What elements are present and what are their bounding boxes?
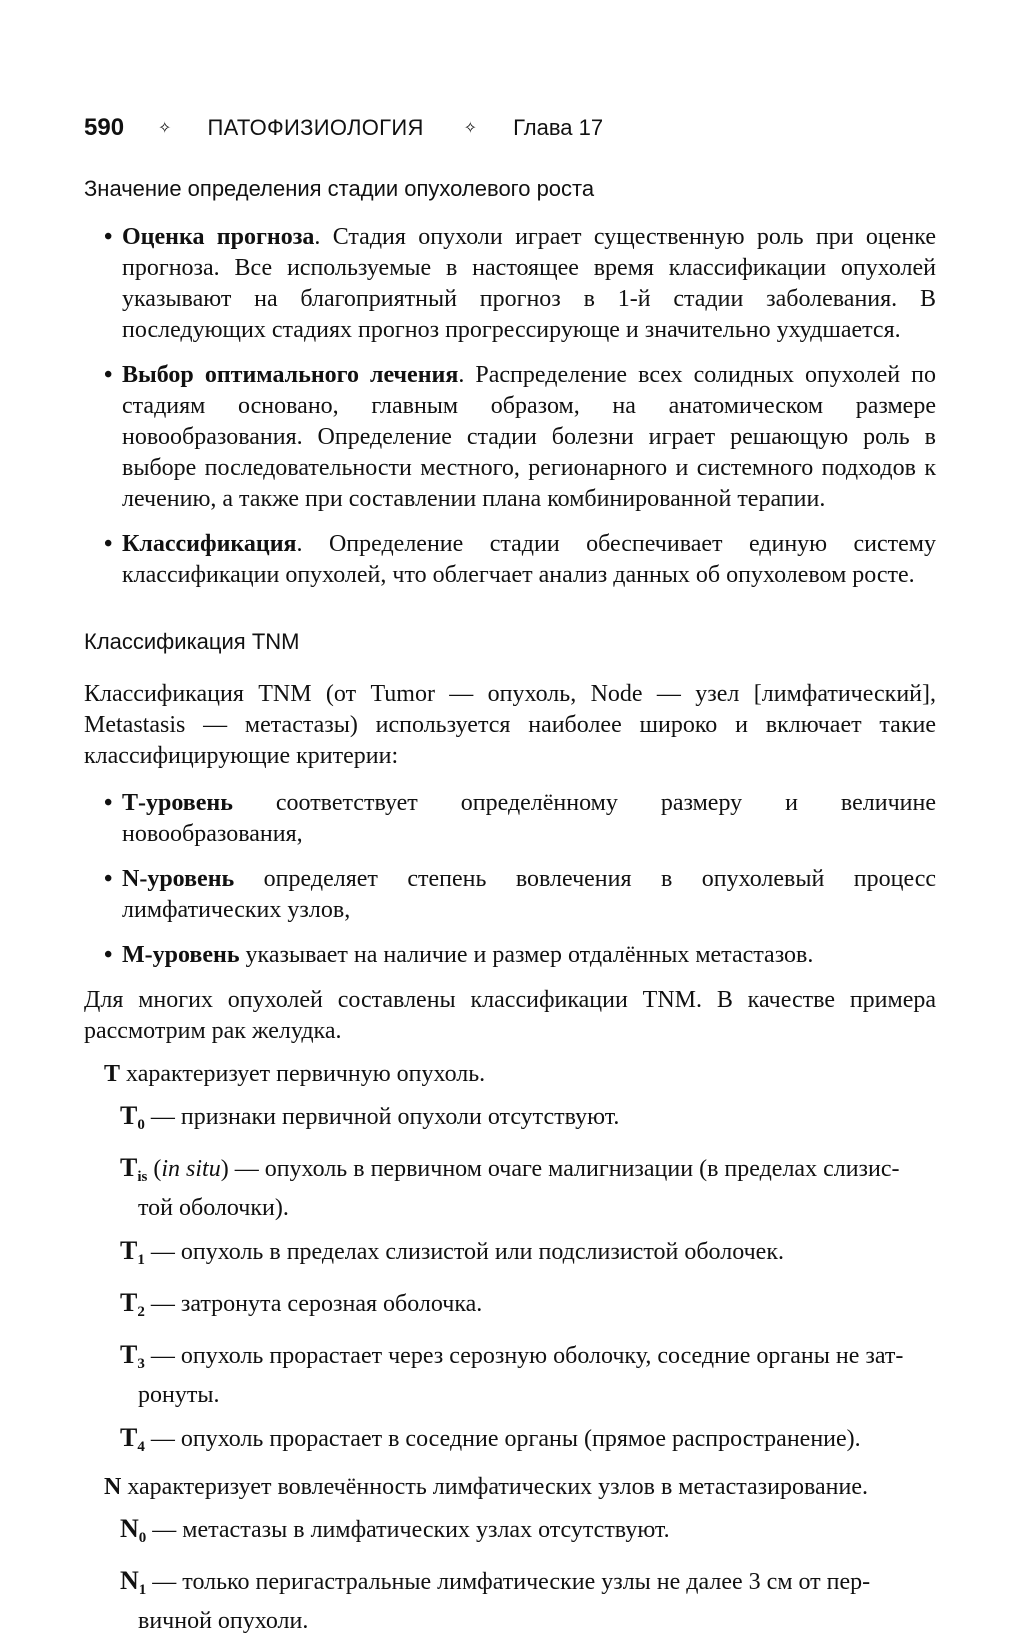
bullet-lead: Выбор оптимального лечения [122, 362, 459, 388]
list-item [84, 529, 936, 591]
bullet-lead: Т-уровень [122, 790, 233, 816]
paragraph: Классификация TNM (от Tumor — опухоль, Node — узел [лимфатический], Metastasis — метастазы) используется наиболее широко и включает такие классифицирующие критерии: [84, 681, 936, 769]
paragraph: Для многих опухолей составлены классификации TNM. В качестве примера рассмотрим рак желудка. [84, 987, 936, 1044]
term-code: $T_0$ [120, 1101, 145, 1133]
term-continuation: вичной опухоли. [138, 1608, 309, 1634]
term-code: $T_1$ [120, 1236, 145, 1268]
term-item [84, 1422, 936, 1463]
bullet-text: . Определение стадии обеспечивает единую систему классификации опухолей, что облегчает анализ данных об опухолевом росте. [122, 531, 936, 588]
term-item [84, 1287, 936, 1328]
term-item: $T_{is}$ (in situ) — опухоль в первичном очаге малигнизации (в пределах слизис- той оболочки). [84, 1152, 936, 1224]
section-heading: Значение определения стадии опухолевого роста [84, 176, 595, 201]
term-item [84, 1339, 936, 1411]
bullet-lead: М-уровень [122, 942, 240, 968]
section-heading: Классификация TNM [84, 629, 300, 654]
bullet-icon: • [104, 942, 113, 968]
term-text: — опухоль прорастает через серозную оболочку, соседние органы не зат- [144, 1343, 904, 1369]
term-code: $N_0$ [120, 1514, 147, 1546]
term-text: — признаки первичной опухоли отсутствуют. [144, 1104, 620, 1130]
bullet-icon: • [104, 790, 113, 816]
term-text: — метастазы в лимфатических узлах отсутствуют. [146, 1517, 670, 1543]
term-continuation: той оболочки). [138, 1195, 289, 1221]
running-head [84, 108, 936, 148]
bullet-text: . Стадия опухоли играет существенную роль при оценке прогноза. Все используемые в настоящее время классификации опухолей указывают на благоприятный прогноз в 1-й стадии заболевания. В последующих стадиях прогноз прогрессирующе и значительно ухудшается. [122, 224, 936, 343]
list-item [84, 940, 936, 971]
bullet-text: соответствует определённому размеру и величине новообразования, [122, 790, 936, 847]
term-continuation: ронуты. [138, 1382, 220, 1408]
term-code: $T_4$ [120, 1423, 145, 1455]
term-text: — опухоль в первичном очаге малигнизации (в пределах слизис- [228, 1156, 900, 1182]
bullet-lead: Классификация [122, 531, 297, 557]
term-text: — только перигастральные лимфатические узлы не далее 3 см от пер- [146, 1569, 871, 1595]
term-code: $T_3$ [120, 1340, 145, 1372]
term-code: $N_1$ [120, 1566, 147, 1598]
group-lead: N [104, 1474, 122, 1500]
bullet-text: указывает на наличие и размер отдалённых метастазов. [239, 942, 814, 968]
term-code: $T_2$ [120, 1288, 145, 1320]
bullet-icon: • [104, 531, 113, 557]
term-code: $T_{is}$ [120, 1153, 148, 1185]
term-text: — опухоль прорастает в соседние органы (прямое распространение). [144, 1426, 861, 1452]
list-item [84, 864, 936, 926]
bullet-icon: • [104, 362, 113, 388]
group-text: характеризует вовлечённость лимфатических узлов в метастазирование. [121, 1474, 868, 1500]
term-text: — опухоль в пределах слизистой или подслизистой оболочек. [144, 1239, 784, 1265]
page-number: 590 [84, 114, 125, 141]
term-item [84, 1235, 936, 1276]
group-text: характеризует первичную опухоль. [120, 1061, 486, 1087]
book-title: ПАТОФИЗИОЛОГИЯ [207, 115, 424, 140]
page [84, 108, 936, 1648]
group-lead: Т [104, 1061, 121, 1087]
bullet-lead: N-уровень [122, 866, 235, 892]
n-group-heading [84, 1474, 936, 1501]
bullet-text: определяет степень вовлечения в опухолевый процесс лимфатических узлов, [122, 866, 936, 923]
list-item [84, 360, 936, 515]
bullet-lead: Оценка прогноза [122, 224, 315, 250]
bullet-icon: • [104, 224, 113, 250]
diamond-separator-icon: ✧ [158, 120, 172, 137]
t-group-heading [84, 1061, 936, 1088]
term-item [84, 1100, 936, 1141]
term-item [84, 1513, 936, 1554]
bullet-icon: • [104, 866, 113, 892]
term-extra: in situ [161, 1156, 221, 1182]
bullet-text: . Распределение всех солидных опухолей по стадиям основано, главным образом, на анатомическом размере новообразования. Определение стадии болезни играет решающую роль в выборе последовательности местного, регионарного и системного подходов к лечению, а также при составлении плана комбинированной терапии. [122, 362, 937, 512]
term-text: — затронута серозная оболочка. [144, 1291, 483, 1317]
term-item [84, 1565, 936, 1637]
list-item [84, 788, 936, 850]
diamond-separator-icon: ✧ [463, 120, 478, 137]
list-item [84, 222, 936, 346]
chapter-label: Глава 17 [513, 115, 604, 140]
